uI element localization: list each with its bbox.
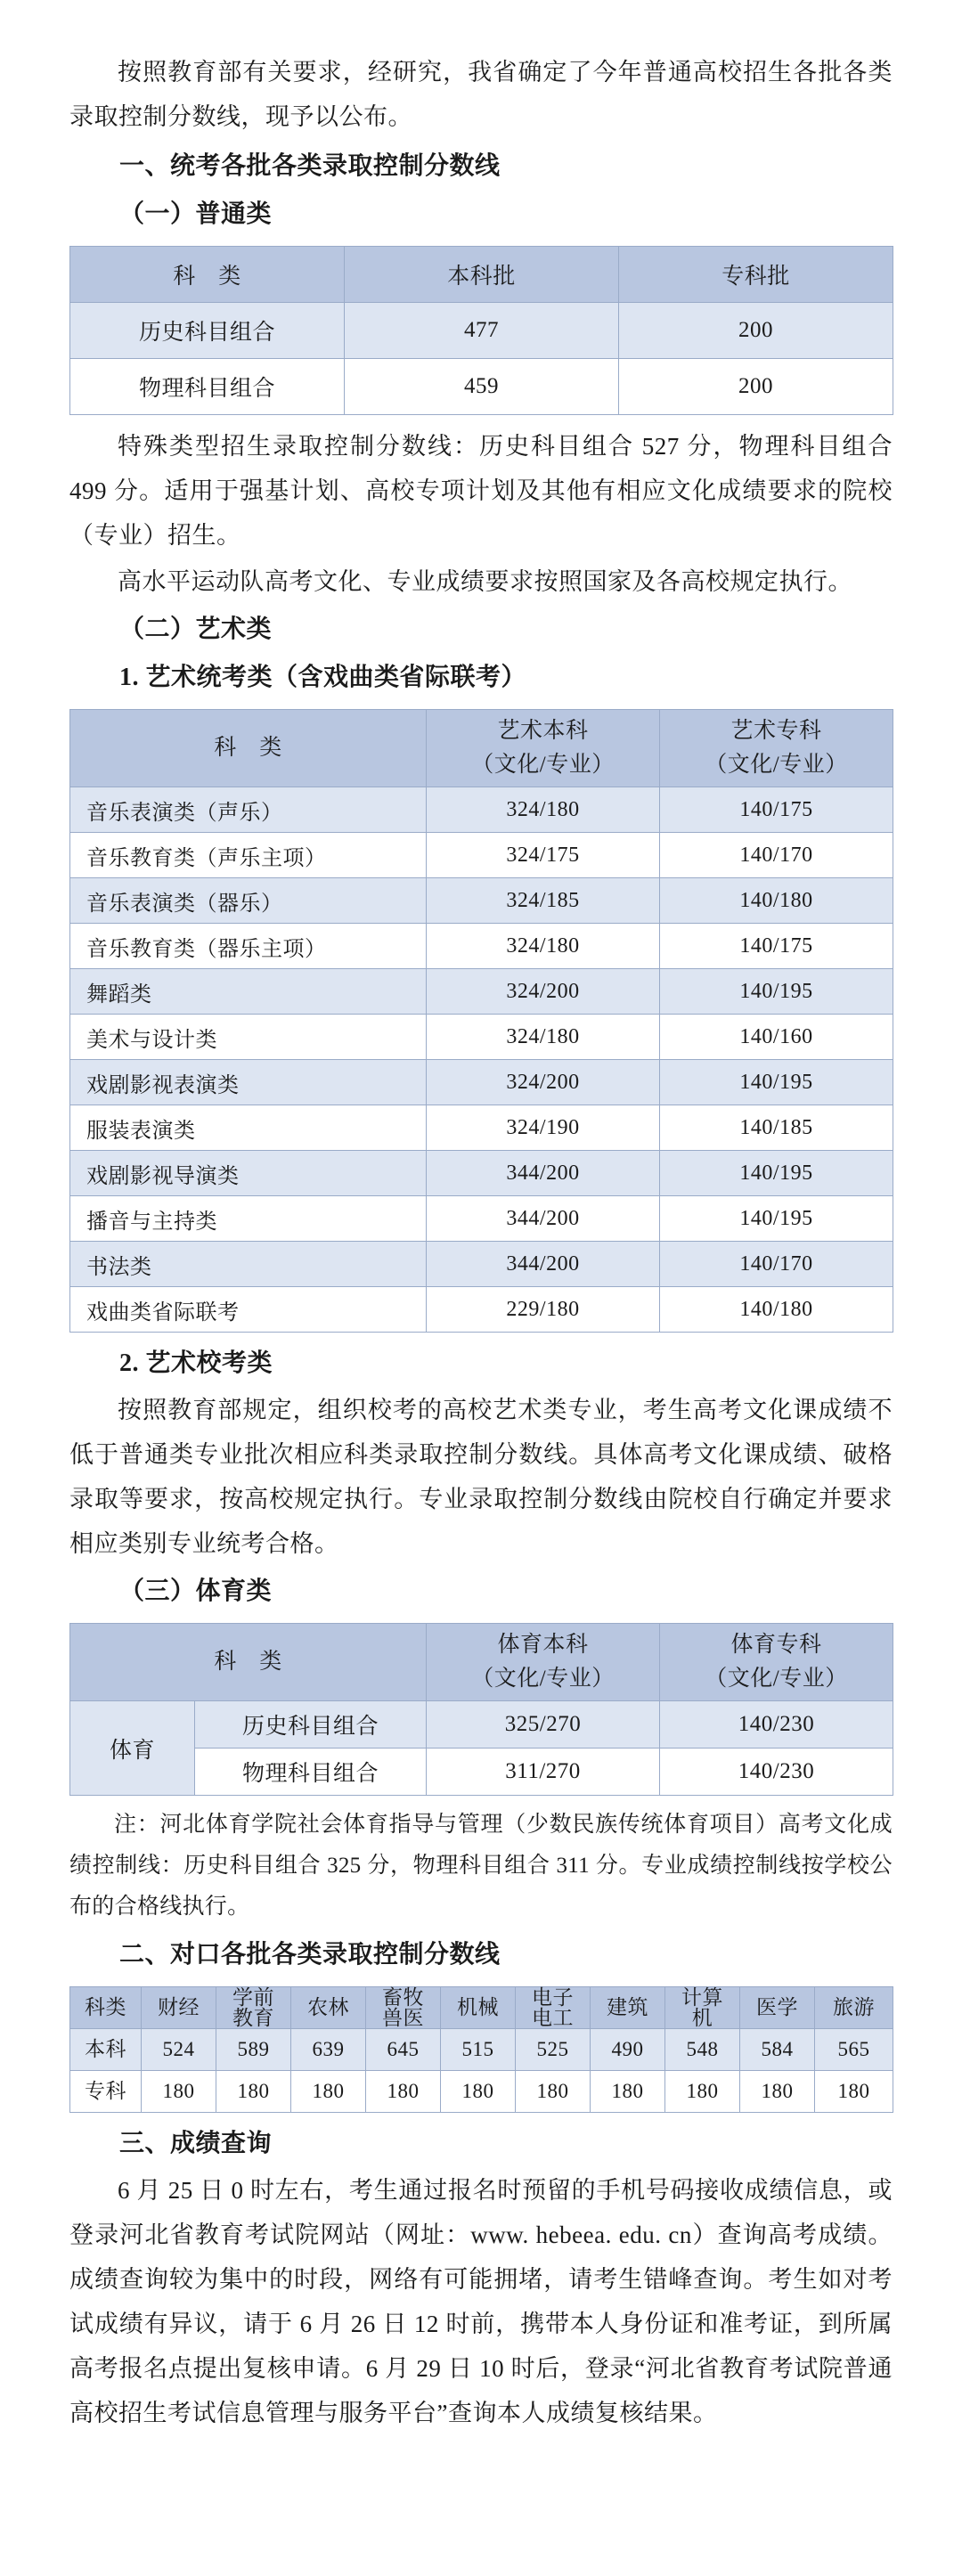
section-1-1-heading: （一）普通类 [119, 200, 273, 228]
cell-category: 音乐教育类（声乐主项） [70, 833, 427, 878]
section-1-2-heading: （二）艺术类 [119, 615, 273, 643]
column-header-electronic-electrical [516, 1987, 591, 2029]
cell-art-junior-college: 140/160 [660, 1015, 893, 1060]
header-line-1: 计算 [681, 1986, 723, 2009]
table-row [70, 1242, 893, 1287]
table-row [70, 1105, 893, 1151]
cell-junior-college: 200 [619, 359, 893, 415]
cell-category: 音乐表演类（器乐） [70, 878, 427, 924]
column-header-machinery: 机械 [441, 1987, 516, 2029]
column-header-computer [665, 1987, 740, 2029]
cell-junior-college: 200 [619, 303, 893, 359]
table-row [70, 2071, 893, 2113]
cell-value: 548 [665, 2029, 740, 2071]
column-header-preschool-education [216, 1987, 291, 2029]
table-row [70, 878, 893, 924]
cell-sport-undergraduate: 311/270 [427, 1749, 660, 1796]
high-level-athlete-paragraph: 高水平运动队高考文化、专业成绩要求按照国家及各高校规定执行。 [118, 568, 852, 595]
column-header-sport-junior-college [660, 1624, 893, 1701]
header-line-1: 体育本科 [497, 1633, 589, 1657]
column-header-animal-husbandry-veterinary [366, 1987, 441, 2029]
art-unified-exam-heading: 1. 艺术统考类（含戏曲类省际联考） [119, 664, 527, 691]
table-row [70, 1287, 893, 1333]
cell-art-junior-college: 140/185 [660, 1105, 893, 1151]
column-header-category: 科 类 [70, 1624, 427, 1701]
table-header-row [70, 1987, 893, 2029]
cell-row-label: 本科 [70, 2029, 142, 2071]
cell-category: 音乐表演类（声乐） [70, 787, 427, 833]
vocational-scores-table [69, 1986, 893, 2113]
table-header-row [70, 710, 893, 787]
sport-scores-table [69, 1623, 893, 1796]
cell-art-junior-college: 140/180 [660, 878, 893, 924]
column-header-medicine: 医学 [740, 1987, 815, 2029]
cell-sport-undergraduate: 325/270 [427, 1701, 660, 1749]
cell-art-undergraduate: 229/180 [427, 1287, 660, 1333]
cell-category: 戏剧影视表演类 [70, 1060, 427, 1105]
header-line-2: （文化/专业） [471, 1667, 615, 1691]
cell-art-junior-college: 140/180 [660, 1287, 893, 1333]
sport-note: 注：河北体育学院社会体育指导与管理（少数民族传统体育项目）高考文化成绩控制线：历史科目组合 325 分，物理科目组合 311 分。专业成绩控制线按学校公布的合格线执行。 [69, 1813, 893, 1919]
column-header-finance: 财经 [142, 1987, 216, 2029]
table-row [70, 1151, 893, 1196]
cell-value: 180 [516, 2071, 591, 2113]
cell-category: 物理科目组合 [70, 359, 345, 415]
cell-category: 音乐教育类（器乐主项） [70, 924, 427, 969]
section-2-heading: 二、对口各批各类录取控制分数线 [119, 1941, 501, 1969]
column-header-architecture: 建筑 [591, 1987, 665, 2029]
column-header-junior-college: 专科批 [619, 247, 893, 303]
header-line-2: （文化/专业） [471, 753, 615, 777]
cell-undergraduate: 459 [345, 359, 619, 415]
header-line-1: 电子 [532, 1986, 574, 2009]
header-line-1: 艺术专科 [730, 719, 822, 743]
intro-paragraph: 按照教育部有关要求，经研究，我省确定了今年普通高校招生各批各类录取控制分数线，现予以公布。 [69, 59, 893, 130]
cell-category: 播音与主持类 [70, 1196, 427, 1242]
cell-art-undergraduate: 344/200 [427, 1196, 660, 1242]
header-line-2: 教育 [232, 2007, 274, 2029]
cell-row-label: 专科 [70, 2071, 142, 2113]
cell-value: 180 [591, 2071, 665, 2113]
section-1-heading: 一、统考各批各类录取控制分数线 [119, 152, 501, 180]
cell-value: 180 [441, 2071, 516, 2113]
cell-value: 180 [740, 2071, 815, 2113]
header-line-2: （文化/专业） [705, 1667, 848, 1691]
table-row [70, 2029, 893, 2071]
cell-art-undergraduate: 324/180 [427, 924, 660, 969]
column-header-category: 科类 [70, 1987, 142, 2029]
header-line-1: 畜牧 [382, 1986, 424, 2009]
cell-sport-junior-college: 140/230 [660, 1701, 893, 1749]
cell-value: 180 [815, 2071, 893, 2113]
general-scores-table [69, 246, 893, 415]
header-line-2: 机 [691, 2007, 713, 2029]
table-header-row [70, 1624, 893, 1701]
cell-value: 180 [291, 2071, 366, 2113]
cell-group-label: 体育 [70, 1701, 195, 1796]
column-header-art-undergraduate [427, 710, 660, 787]
cell-art-undergraduate: 324/185 [427, 878, 660, 924]
cell-art-undergraduate: 344/200 [427, 1151, 660, 1196]
cell-category: 舞蹈类 [70, 969, 427, 1015]
cell-art-junior-college: 140/170 [660, 1242, 893, 1287]
special-type-paragraph: 特殊类型招生录取控制分数线：历史科目组合 527 分，物理科目组合 499 分。适用于强基计划、高校专项计划及其他有相应文化成绩要求的院校（专业）招生。 [69, 433, 893, 549]
cell-art-undergraduate: 324/180 [427, 1015, 660, 1060]
cell-art-undergraduate: 324/200 [427, 969, 660, 1015]
table-row [70, 1701, 893, 1749]
table-row [70, 1060, 893, 1105]
column-header-undergraduate: 本科批 [345, 247, 619, 303]
cell-art-junior-college: 140/195 [660, 1060, 893, 1105]
cell-category: 历史科目组合 [195, 1701, 427, 1749]
cell-category: 历史科目组合 [70, 303, 345, 359]
section-1-3-heading: （三）体育类 [119, 1577, 273, 1605]
cell-value: 524 [142, 2029, 216, 2071]
cell-value: 180 [216, 2071, 291, 2113]
cell-art-undergraduate: 324/180 [427, 787, 660, 833]
table-row [70, 1196, 893, 1242]
cell-value: 180 [665, 2071, 740, 2113]
art-school-exam-heading: 2. 艺术校考类 [119, 1349, 273, 1377]
column-header-tourism: 旅游 [815, 1987, 893, 2029]
column-header-sport-undergraduate [427, 1624, 660, 1701]
column-header-category: 科 类 [70, 247, 345, 303]
cell-art-undergraduate: 344/200 [427, 1242, 660, 1287]
table-row [70, 924, 893, 969]
cell-value: 180 [366, 2071, 441, 2113]
column-header-art-junior-college [660, 710, 893, 787]
cell-art-junior-college: 140/175 [660, 924, 893, 969]
cell-art-junior-college: 140/170 [660, 833, 893, 878]
header-line-1: 学前 [232, 1986, 274, 2009]
table-row [70, 833, 893, 878]
cell-category: 服装表演类 [70, 1105, 427, 1151]
score-query-paragraph: 6 月 25 日 0 时左右，考生通过报名时预留的手机号码接收成绩信息，或登录河北省教育考试院网站（网址：www. hebeea. edu. cn）查询高考成绩。成绩查询较为集中的时段，网络有可能拥堵，请考生错峰查询。考生如对考试成绩有异议，请于 6 月 26 日 12 时前，携带本人身份证和准考证，到所属高考报名点提出复核申请。6 月 29 日 10 时后，登录“河北省教育考试院普通高校招生考试信息管理与服务平台”查询本人成绩复核结果。 [69, 2177, 893, 2426]
cell-category: 戏剧影视导演类 [70, 1151, 427, 1196]
table-row [70, 787, 893, 833]
header-line-1: 体育专科 [730, 1633, 822, 1657]
table-row [70, 969, 893, 1015]
table-row [70, 359, 893, 415]
table-row [70, 1015, 893, 1060]
cell-art-junior-college: 140/195 [660, 1196, 893, 1242]
header-line-2: 电工 [532, 2007, 574, 2029]
column-header-category: 科 类 [70, 710, 427, 787]
cell-value: 584 [740, 2029, 815, 2071]
cell-value: 515 [441, 2029, 516, 2071]
table-row [70, 303, 893, 359]
section-3-heading: 三、成绩查询 [119, 2130, 273, 2157]
cell-undergraduate: 477 [345, 303, 619, 359]
cell-category: 书法类 [70, 1242, 427, 1287]
art-school-exam-paragraph: 按照教育部规定，组织校考的高校艺术类专业，考生高考文化课成绩不低于普通类专业批次相应科类录取控制分数线。具体高考文化课成绩、破格录取等要求，按高校规定执行。专业录取控制分数线由院校自行确定并要求相应类别专业统考合格。 [69, 1397, 893, 1557]
cell-category: 物理科目组合 [195, 1749, 427, 1796]
cell-art-undergraduate: 324/175 [427, 833, 660, 878]
table-header-row [70, 247, 893, 303]
cell-art-junior-college: 140/195 [660, 969, 893, 1015]
cell-value: 180 [142, 2071, 216, 2113]
cell-value: 565 [815, 2029, 893, 2071]
header-line-2: 兽医 [382, 2007, 424, 2029]
cell-category: 美术与设计类 [70, 1015, 427, 1060]
cell-art-undergraduate: 324/200 [427, 1060, 660, 1105]
cell-art-junior-college: 140/195 [660, 1151, 893, 1196]
art-scores-table [69, 709, 893, 1333]
column-header-agriculture-forestry: 农林 [291, 1987, 366, 2029]
cell-sport-junior-college: 140/230 [660, 1749, 893, 1796]
cell-value: 525 [516, 2029, 591, 2071]
cell-value: 639 [291, 2029, 366, 2071]
cell-category: 戏曲类省际联考 [70, 1287, 427, 1333]
cell-art-undergraduate: 324/190 [427, 1105, 660, 1151]
header-line-2: （文化/专业） [705, 753, 848, 777]
cell-value: 645 [366, 2029, 441, 2071]
header-line-1: 艺术本科 [497, 719, 589, 743]
cell-art-junior-college: 140/175 [660, 787, 893, 833]
cell-value: 490 [591, 2029, 665, 2071]
cell-value: 589 [216, 2029, 291, 2071]
